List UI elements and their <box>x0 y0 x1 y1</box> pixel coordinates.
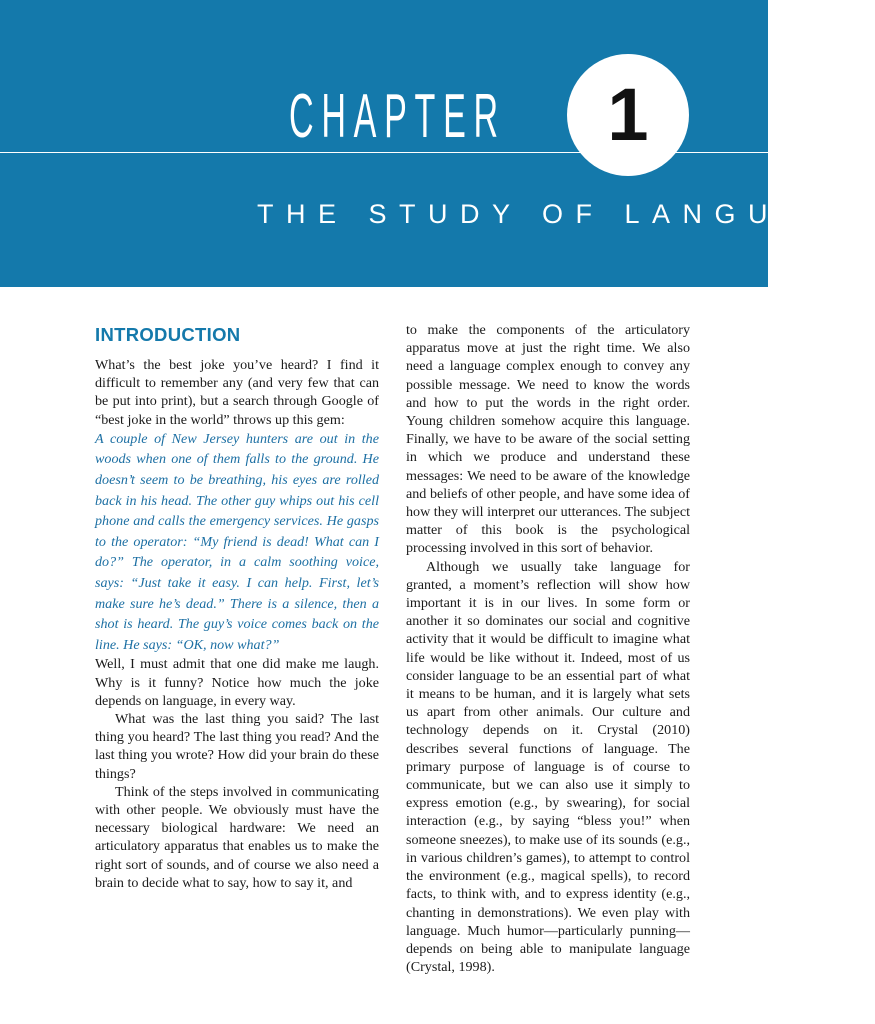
chapter-number: 1 <box>607 73 649 156</box>
body-paragraph: to make the components of the articulatory apparatus move at just the right time. We also need a language complex enough to convey any possible message. We need to know the words and how to put the words in the right order. Young children somehow acquire this language. Finally, we have to be aware of the social setting in which we produce and understand these messages: We need to be aware of the knowledge and beliefs of other people, and have some idea of how they will interpret our utterances. The subject matter of this book is the psychological processing involved in this sort of behavior. <box>406 322 690 557</box>
body-paragraph: Think of the steps involved in communicating with other people. We obviously must have the necessary biological hardware: We need an articulatory apparatus that enables us to make the right sort of sounds, and of course we also need a brain to decide what to say, how to say it, and <box>95 783 379 891</box>
chapter-header-banner <box>0 0 875 287</box>
joke-quote: A couple of New Jersey hunters are out in the woods when one of them falls to the ground. He doesn’t seem to be breathing, his eyes are rolled back in his head. The other guy whips out his cell phone and calls the emergency services. He gasps to the operator: “My friend is dead! What can I do?” The operator, in a calm soothing voice, says: “Just take it easy. I can help. First, let’s make sure he’s dead.” There is a silence, then a shot is heard. The guy’s voice comes back on the line. He says: “OK, now what?” <box>95 430 379 653</box>
chapter-label: CHAPTER <box>289 82 506 151</box>
body-paragraph: What was the last thing you said? The last thing you heard? The last thing you read? And the last thing you wrote? How did your brain do these things? <box>95 710 379 782</box>
section-heading: INTRODUCTION <box>95 324 241 345</box>
chapter-number-circle <box>567 54 689 176</box>
left-text-column <box>95 324 379 892</box>
chapter-title: THE STUDY OF LANGUAGE <box>257 199 875 229</box>
body-paragraph: What’s the best joke you’ve heard? I find it difficult to remember any (and very few that can be put into print), but a search through Google of “best joke in the world” throws up this gem: <box>95 357 379 428</box>
right-text-column <box>406 321 690 976</box>
body-paragraph: Although we usually take language for granted, a moment’s reflection will show how important it is in our lives. In some form or another it so dominates our social and cognitive activity that it would be difficult to imagine what life would be like without it. Indeed, most of us consider language to be an essential part of what it means to be human, and it is largely what sets us apart from other animals. Our culture and technology depends on it. Crystal (2010) describes several functions of language. The primary purpose of language is of course to communicate, but we can also use it simply to express emotion (e.g., by swearing), for social interaction (e.g., by saying “bless you!” when someone sneezes), to make use of its sounds (e.g., in various children’s games), to attempt to control the environment (e.g., magical spells), to record facts, to think with, and to express identity (e.g., chanting in demonstrations). We even play with language. Much humor—particularly punning—depends on being able to manipulate language (Crystal, 1998). <box>406 558 690 976</box>
body-paragraph: Well, I must admit that one did make me laugh. Why is it funny? Notice how much the joke depends on language, in every way. <box>95 656 379 709</box>
